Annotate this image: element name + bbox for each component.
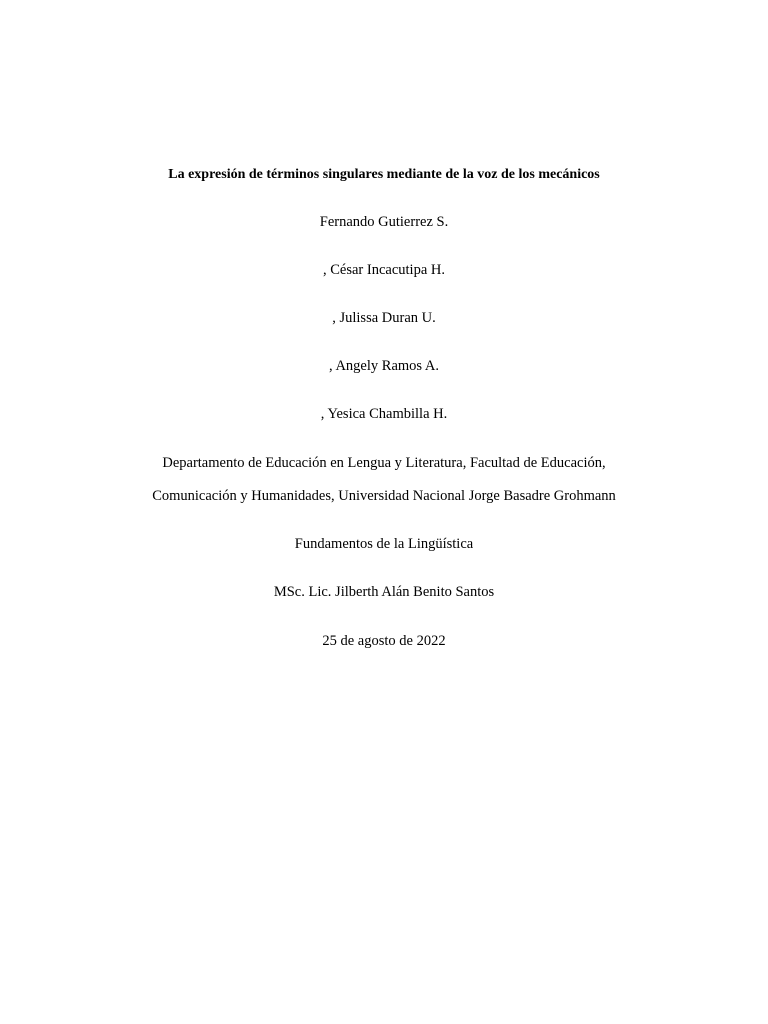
course-name: Fundamentos de la Lingüística <box>294 536 474 552</box>
document-date: 25 de agosto de 2022 <box>322 633 446 649</box>
author-line: , Julissa Duran U. <box>332 310 436 326</box>
author-line: Fernando Gutierrez S. <box>319 214 449 230</box>
document-title: La expresión de términos singulares mediante de la voz de los mecánicos <box>168 167 600 182</box>
author-line: , César Incacutipa H. <box>323 262 445 278</box>
affiliation-line: Departamento de Educación en Lengua y Literatura, Facultad de Educación, <box>162 455 606 471</box>
instructor-name: MSc. Lic. Jilberth Alán Benito Santos <box>273 584 495 600</box>
affiliation-line: Comunicación y Humanidades, Universidad Nacional Jorge Basadre Grohmann <box>152 488 616 504</box>
author-line: , Angely Ramos A. <box>329 358 439 374</box>
author-line: , Yesica Chambilla H. <box>320 406 448 422</box>
